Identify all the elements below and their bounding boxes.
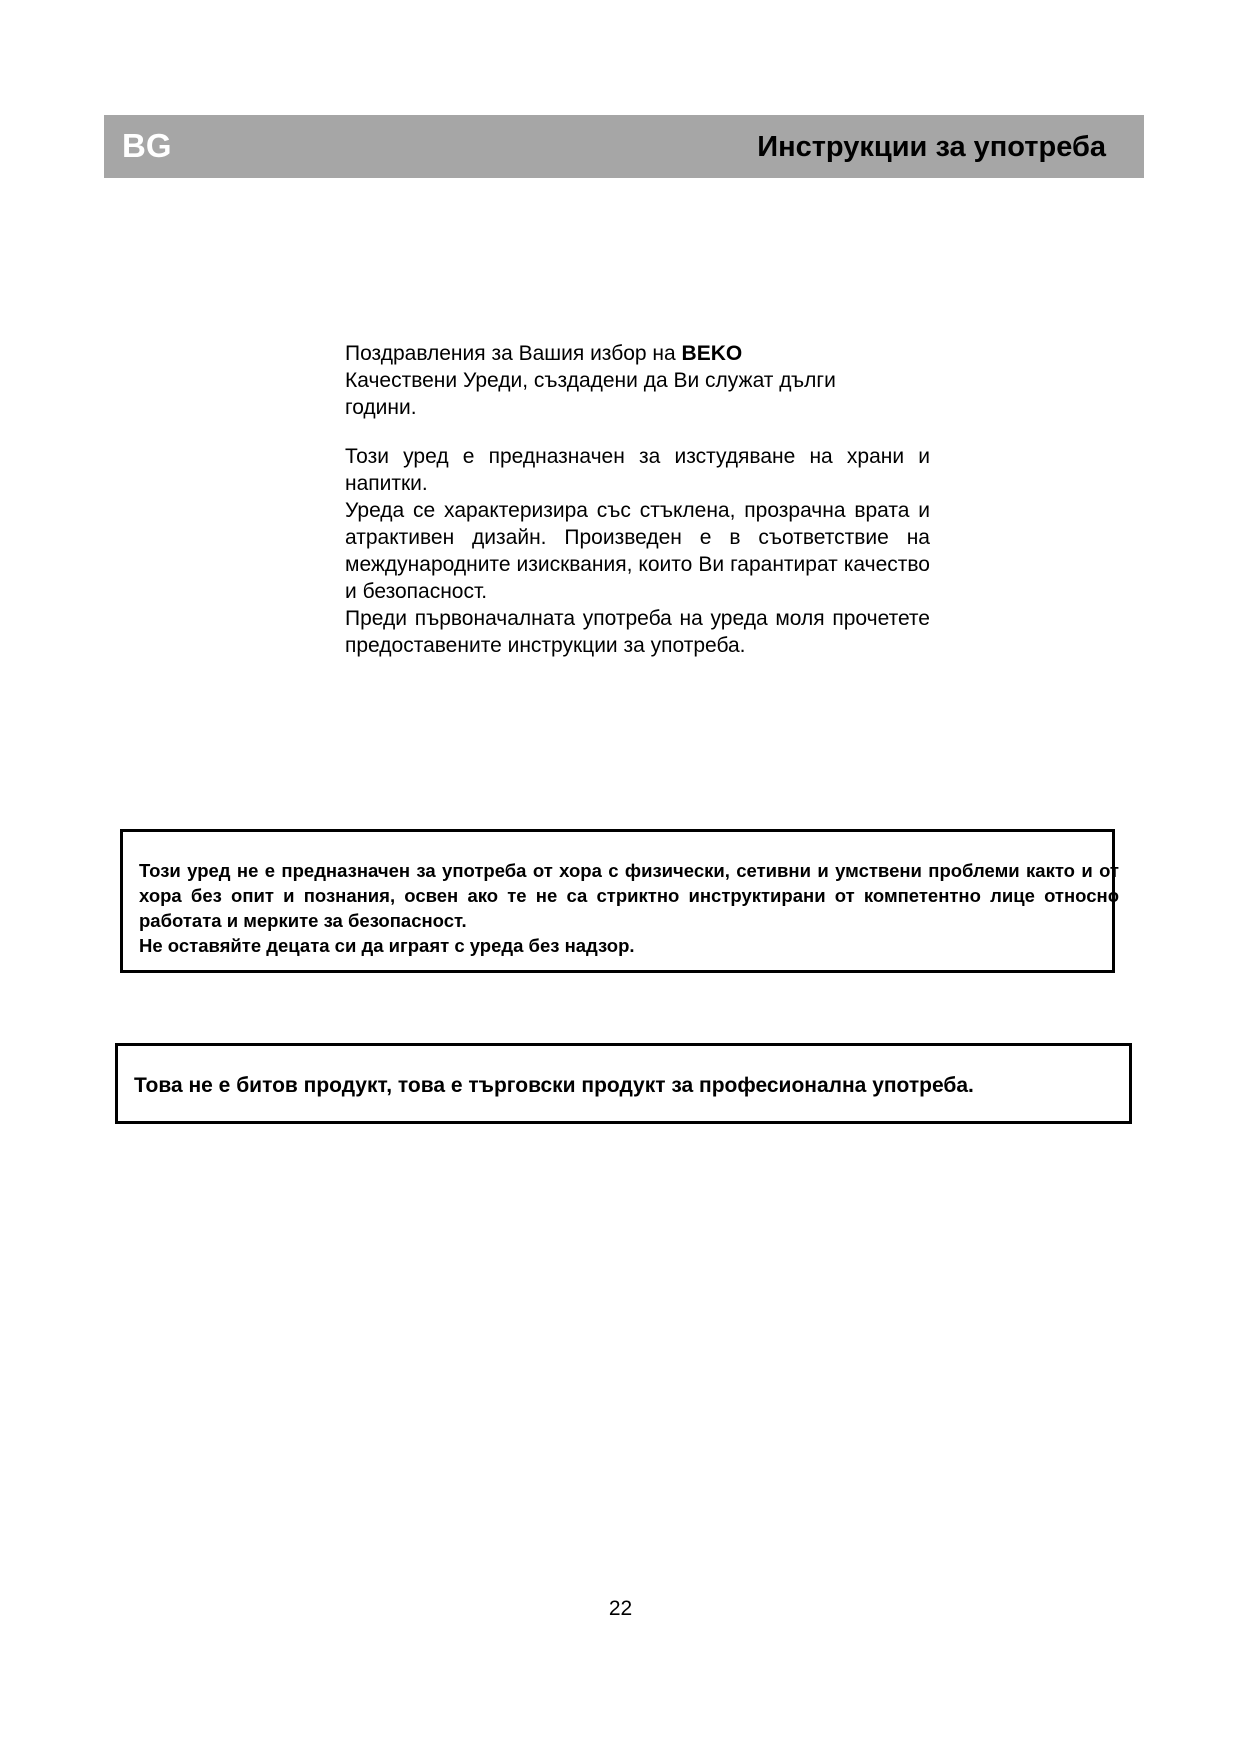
design-paragraph: Уреда се характеризира със стъклена, прозрачна врата и атрактивен дизайн. Произведен е в съответствие на международните изисквания, които Ви гарантират качество и безопасност.: [345, 499, 930, 603]
safety-warning-box: [120, 829, 1119, 973]
greeting-prefix: Поздравления за Вашия избор на: [345, 342, 682, 365]
purpose-paragraph: Този уред е предназначен за изстудяване на храни и напитки.: [345, 445, 930, 495]
intro-section: [345, 340, 930, 659]
safety-warning-text: [139, 858, 1119, 958]
commercial-notice-box: [115, 1043, 1132, 1124]
commercial-notice-text: Това не е битов продукт, това е търговски продукт за професионална употреба.: [134, 1074, 974, 1097]
brand-name: BEKO: [681, 342, 743, 365]
safety-warning-paragraph: Този уред не е предназначен за употреба от хора с физически, сетивни и умствени проблеми както и от хора без опит и познания, освен ако те не са стриктно инструктирани от компетентно лице относно работата и мерките за безопасност.: [139, 860, 1119, 931]
header-bar: [104, 115, 1144, 178]
greeting-paragraph: [345, 340, 905, 421]
greeting-rest: Качествени Уреди, създадени да Ви служат дълги години.: [345, 369, 836, 419]
page-number: 22: [608, 1597, 633, 1620]
children-warning: Не оставяйте децата си да играят с уреда без надзор.: [139, 935, 635, 956]
page-title: Инструкции за употреба: [757, 131, 1106, 163]
read-instructions-paragraph: Преди първоначалната употреба на уреда моля прочетете предоставените инструкции за употреба.: [345, 607, 930, 657]
language-code: BG: [122, 127, 172, 164]
